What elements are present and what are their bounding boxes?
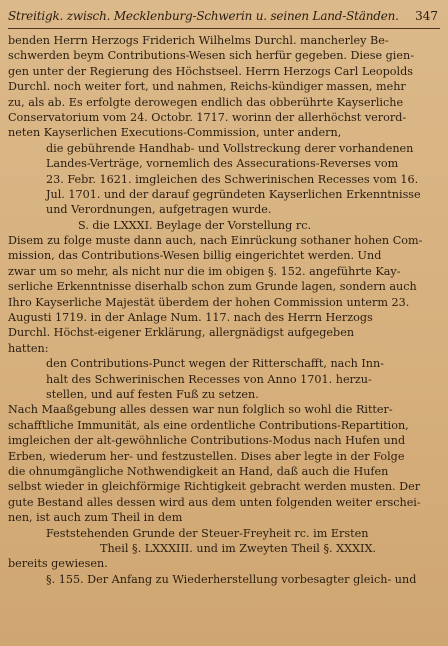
text-line: und Verordnungen, aufgetragen wurde. xyxy=(46,203,272,217)
text-line: zu, als ab. Es erfolgte derowegen endlich das obberührte Kayserliche xyxy=(8,95,404,109)
text-line: gen unter der Regierung des Höchstseel. Herrn Herzogs Carl Leopolds xyxy=(8,64,414,78)
text-line: Augusti 1719. in der Anlage Num. 117. nach des Herrn Herzogs xyxy=(8,311,373,325)
text-line: Durchl. Höchst-eigener Erklärung, allergnädigst aufgegeben xyxy=(8,326,355,340)
text-line: Landes-Verträge, vornemlich des Assecurations-Reverses vom xyxy=(46,157,399,171)
text-line: schafftliche Immunität, als eine ordentliche Contributions-Repartition, xyxy=(8,418,409,432)
text-line: gute Bestand alles dessen wird aus dem unten folgenden weiter erschei- xyxy=(8,495,421,509)
text-line: Disem zu folge muste dann auch, nach Einrückung sothaner hohen Com- xyxy=(8,234,423,248)
text-line: schwerden beym Contributions-Wesen sich herfür gegeben. Diese gien- xyxy=(8,49,414,63)
text-line: nen, ist auch zum Theil in dem xyxy=(8,511,183,525)
text-line: Jul. 1701. und der darauf gegründeten Kayserlichen Erkenntnisse xyxy=(46,187,421,201)
running-header xyxy=(8,6,440,26)
header-rule xyxy=(8,28,440,29)
text-line: Conservatorium vom 24. Octobr. 1717. worinn der allerhöchst verord- xyxy=(8,110,407,124)
text-line: den Contributions-Punct wegen der Ritterschafft, nach Inn- xyxy=(46,357,384,371)
text-line: Theil §. LXXXIII. und im Zweyten Theil §. XXXIX. xyxy=(100,541,376,555)
body-text xyxy=(8,33,440,587)
text-line: stellen, und auf festen Fuß zu setzen. xyxy=(46,387,259,401)
text-line: hatten: xyxy=(8,341,49,355)
text-line: benden Herrn Herzogs Friderich Wilhelms Durchl. mancherley Be- xyxy=(8,34,389,47)
page-number: 347 xyxy=(415,9,438,23)
text-line: imgleichen der alt-gewöhnliche Contributions-Modus nach Hufen und xyxy=(8,434,406,448)
text-line: serliche Erkenntnisse diserhalb schon zum Grunde lagen, sondern auch xyxy=(8,280,417,294)
text-line: neten Kayserlichen Executions-Commission, unter andern, xyxy=(8,126,342,140)
text-line: §. 155. Der Anfang zu Wiederherstellung vorbesagter gleich- und xyxy=(46,572,417,586)
text-line: Erben, wiederum her- und festzustellen. Dises aber legte in der Folge xyxy=(8,449,405,463)
text-line: die ohnumgängliche Nothwendigkeit an Hand, daß auch die Hufen xyxy=(8,464,389,478)
text-line: S. die LXXXI. Beylage der Vorstellung rc. xyxy=(78,218,312,232)
text-line: Durchl. noch weiter fort, und nahmen, Reichs-kündiger massen, mehr xyxy=(8,80,406,94)
text-line: 23. Febr. 1621. imgleichen des Schwerinischen Recesses vom 16. xyxy=(46,172,419,186)
text-line: selbst wieder in gleichförmige Richtigkeit gebracht werden musten. Der xyxy=(8,480,421,494)
text-line: Nach Maaßgebung alles dessen war nun folglich so wohl die Ritter- xyxy=(8,403,393,417)
text-line: Feststehenden Grunde der Steuer-Freyheit rc. im Ersten xyxy=(46,526,369,540)
text-line: bereits gewiesen. xyxy=(8,557,108,571)
text-line: mission, das Contributions-Wesen billig eingerichtet werden. Und xyxy=(8,249,382,263)
text-line: die gebührende Handhab- und Vollstreckung derer vorhandenen xyxy=(46,141,414,155)
running-title: Streitigk. zwisch. Mecklenburg-Schwerin u. seinen Land-Ständen. xyxy=(8,9,399,23)
text-line: Ihro Kayserliche Majestät überdem der hohen Commission unterm 23. xyxy=(8,295,410,309)
text-line: zwar um so mehr, als nicht nur die im obigen §. 152. angeführte Kay- xyxy=(8,264,401,278)
text-line: halt des Schwerinischen Recesses von Anno 1701. herzu- xyxy=(46,372,372,386)
